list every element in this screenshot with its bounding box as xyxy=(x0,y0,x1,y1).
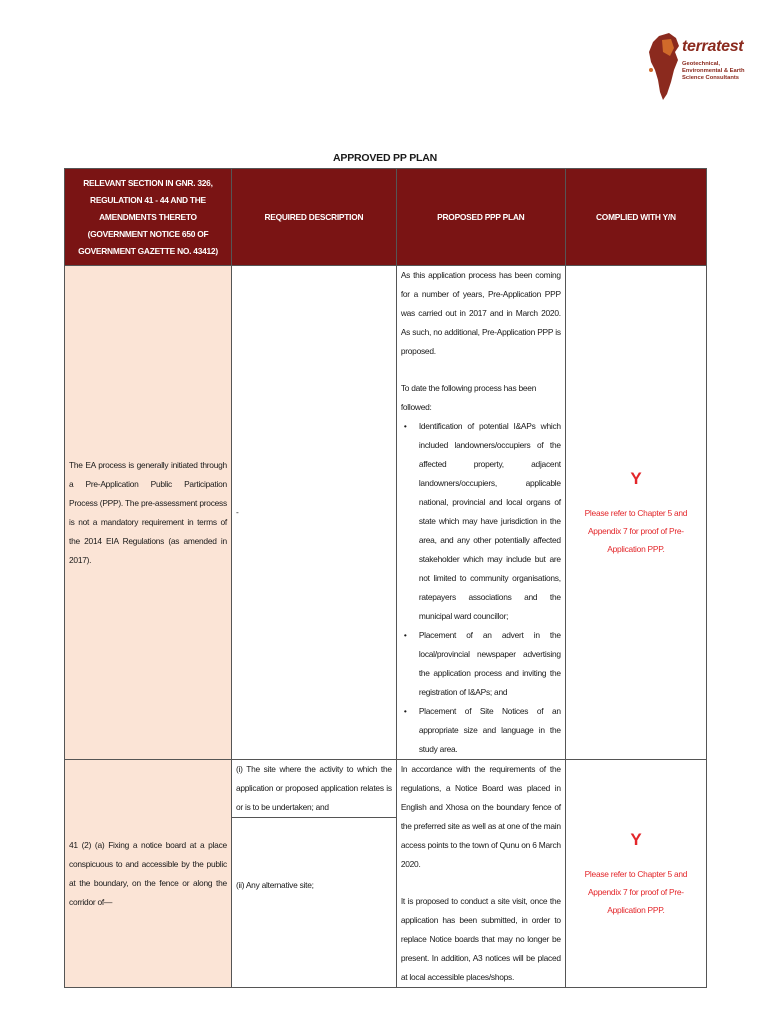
row2-plan xyxy=(396,760,565,988)
header-proposed-plan: PROPOSED PPP PLAN xyxy=(396,169,565,266)
list-item: • Identification of potential I&APs which included landowners/occupiers of the affected property, adjacent landowners/occupiers, applicable national, provincial and local organs of state which may have jurisdiction in the area, and any other potentially affected stakeholder which may include but are not limited to community organisations, ratepayers associations and the municipal ward councillor; xyxy=(419,417,561,626)
row1-complied-note: Please refer to Chapter 5 and Appendix 7 for proof of Pre-Application PPP. xyxy=(584,507,688,554)
row2-plan-2: It is proposed to conduct a site visit, once the application has been submitted, in order to replace Notice boards that may no longer be present. In addition, A3 notices will be placed at local accessible places/shops. xyxy=(400,896,561,982)
row2-plan-1: In accordance with the requirements of the regulations, a Notice Board was placed in English and Xhosa on the boundary fence of the preferred site as well as at one of the main access points to the town of Qunu on 6 March 2020. xyxy=(400,764,561,869)
header-required-description: REQUIRED DESCRIPTION xyxy=(231,169,396,266)
row1-plan xyxy=(396,266,565,760)
row2-section: 41 (2) (a) Fixing a notice board at a place conspicuous to and accessible by the public at the boundary, on the fence or along the corridor of— xyxy=(65,760,232,988)
row1-plan-intro: As this application process has been coming for a number of years, Pre-Application PPP was carried out in 2017 and in March 2020. As such, no additional, Pre-Application PPP is proposed. xyxy=(400,270,561,356)
row1-complied-flag: Y xyxy=(630,468,642,488)
row2-complied-flag: Y xyxy=(630,829,642,849)
pp-plan-table xyxy=(64,168,707,988)
list-item: • Placement of an advert in the local/provincial newspaper advertising the application process and inviting the registration of I&APs; and xyxy=(419,626,561,702)
row1-plan-bullets xyxy=(401,417,561,759)
header-complied: COMPLIED WITH Y/N xyxy=(565,169,706,266)
list-item: • Placement of Site Notices of an appropriate size and language in the study area. xyxy=(419,702,561,759)
row2-complied-note: Please refer to Chapter 5 and Appendix 7 for proof of Pre-Application PPP. xyxy=(584,868,688,915)
row2-description-i: (i) The site where the activity to which the application or proposed application relates is or is to be undertaken; and xyxy=(235,764,392,812)
table-row xyxy=(65,266,707,760)
row1-section: The EA process is generally initiated through a Pre-Application Public Participation Process (PPP). The pre-assessment process is not a mandatory requirement in terms of the 2014 EIA Regulations (as amended in 2017). xyxy=(65,266,232,760)
page-title: APPROVED PP PLAN xyxy=(333,152,437,164)
row1-complied xyxy=(565,266,706,760)
row2-description-ii: (ii) Any alternative site; xyxy=(235,880,314,890)
row2-description xyxy=(231,760,396,988)
row2-complied xyxy=(565,760,706,988)
table-row xyxy=(65,760,707,988)
header-relevant-section: RELEVANT SECTION IN GNR. 326, REGULATION 41 - 44 AND THE AMENDMENTS THERETO (GOVERNMENT NOTICE 650 OF GOVERNMENT GAZETTE NO. 43412) xyxy=(65,169,232,266)
africa-map-icon xyxy=(645,30,685,102)
row1-description: - xyxy=(231,266,396,760)
row1-plan-followed: To date the following process has been followed: xyxy=(400,383,537,412)
terratest-logo xyxy=(645,30,745,102)
logo-tagline: Geotechnical, Environmental & Earth Science Consultants xyxy=(682,61,745,81)
table-header-row xyxy=(65,169,707,266)
logo-wordmark: terratest xyxy=(682,38,744,55)
